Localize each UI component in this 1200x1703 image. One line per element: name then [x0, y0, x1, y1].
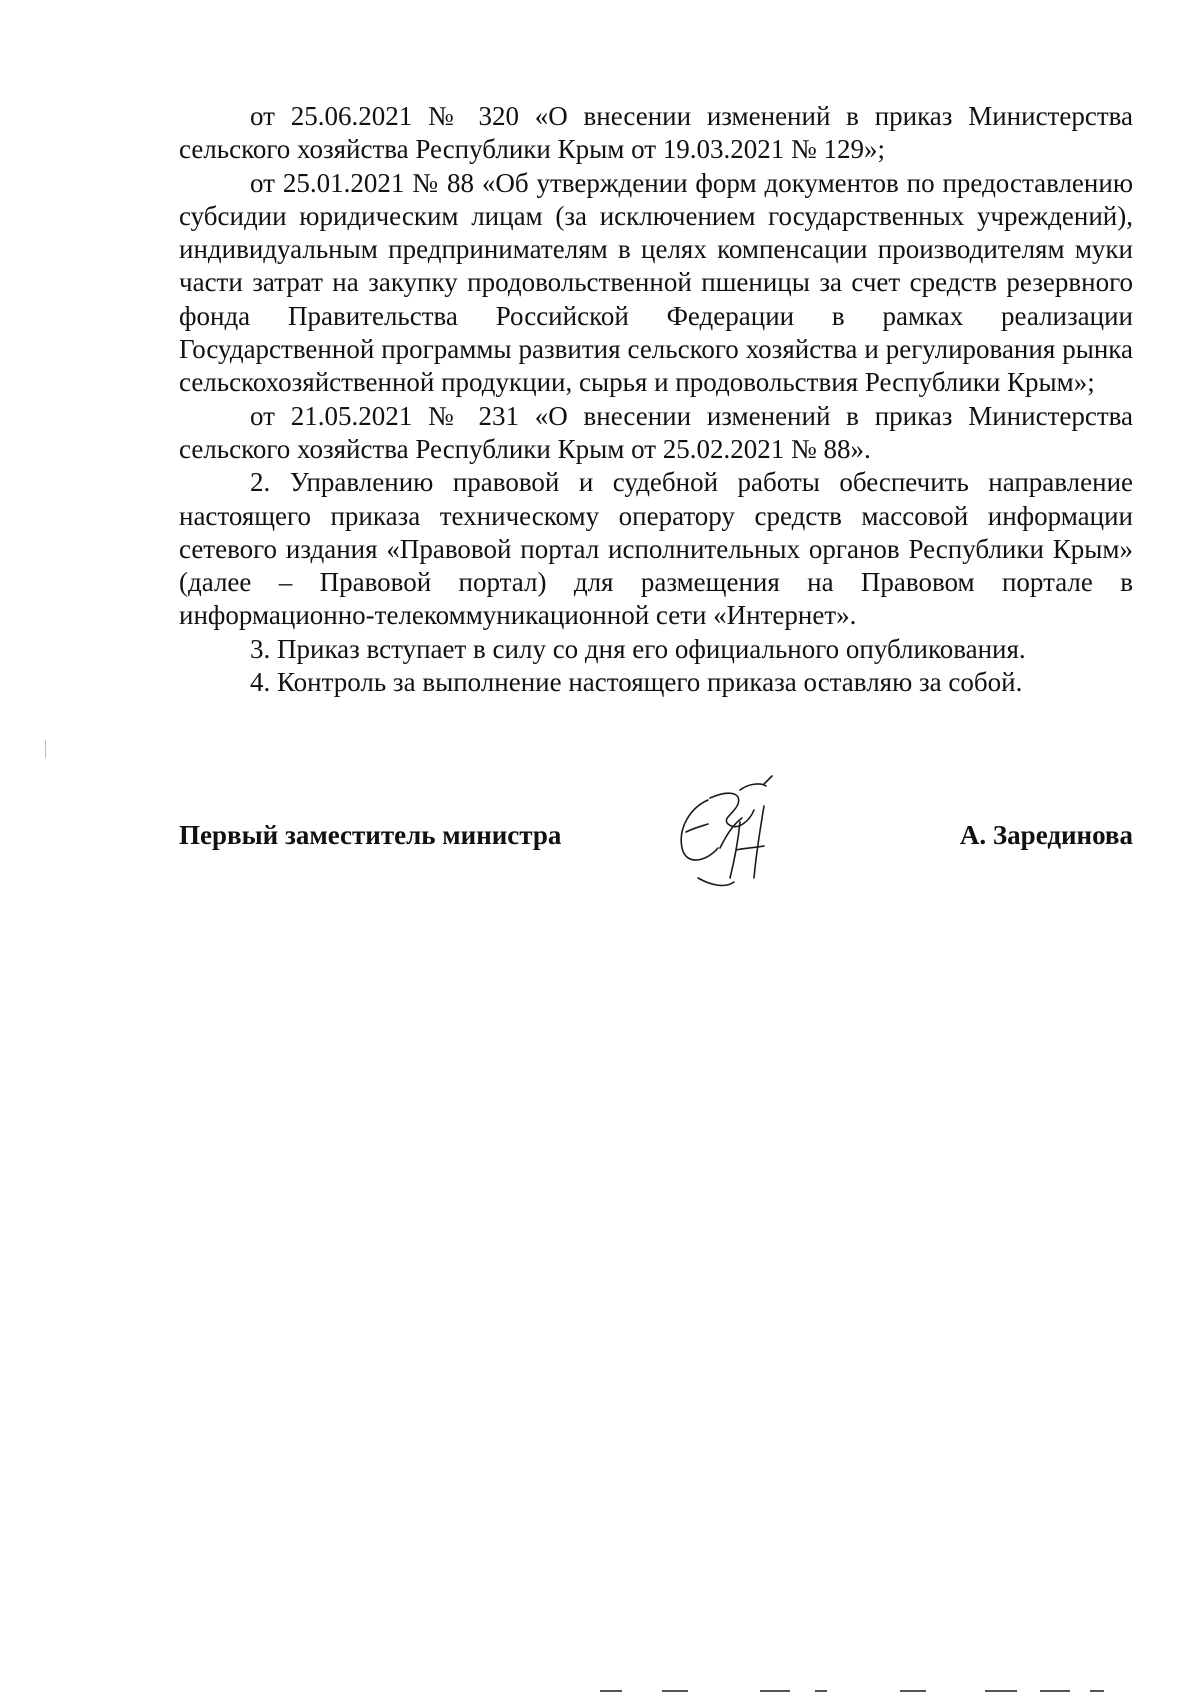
scan-edge-mark: [662, 1690, 688, 1692]
scan-edge-mark: [815, 1690, 827, 1692]
paragraph-order-320: от 25.06.2021 № 320 «О внесении изменений в приказ Министерства сельского хозяйства Республики Крым от 19.03.2021 № 129»;: [179, 101, 1133, 165]
paragraph-item-2: 2. Управлению правовой и судебной работы обеспечить направление настоящего приказа техническому оператору средств массовой информации сетевого издания «Правовой портал исполнительных органов Республики Крым» (далее – Правовой портал) для размещения на Правовом портале в информационно-телекоммуникационной сети «Интернет».: [179, 467, 1133, 631]
paragraph-order-88: от 25.01.2021 № 88 «Об утверждении форм документов по предоставлению субсидии юридическим лицам (за исключением государственных учреждений), индивидуальным предпринимателям в целях компенсации производителям муки части затрат на закупку продовольственной пшеницы за счет средств резервного фонда Правительства Российской Федерации в рамках реализации Государственной программы развития сельского хозяйства и регулирования рынка сельскохозяйственной продукции, сырья и продовольствия Республики Крым»;: [179, 167, 1133, 398]
scan-margin-mark: [45, 740, 46, 758]
scan-edge-mark: [760, 1690, 790, 1692]
scan-edge-mark: [1090, 1690, 1104, 1692]
paragraph-item-4: 4. Контроль за выполнение настоящего приказа оставляю за собой.: [250, 667, 1023, 698]
signatory-name: А. Зарединова: [959, 820, 1133, 850]
scan-edge-mark: [1040, 1690, 1070, 1692]
signatory-title: Первый заместитель министра: [179, 820, 562, 850]
handwritten-signature: [668, 770, 798, 910]
paragraph-item-3: 3. Приказ вступает в силу со дня его официального опубликования.: [250, 633, 1026, 664]
scan-edge-mark: [600, 1690, 622, 1692]
document-body: [179, 100, 1133, 699]
scan-edge-mark: [900, 1690, 926, 1692]
scan-edge-mark: [985, 1690, 1017, 1692]
paragraph-order-231: от 21.05.2021 № 231 «О внесении изменений в приказ Министерства сельского хозяйства Республики Крым от 25.02.2021 № 88».: [179, 400, 1133, 464]
signature-block: [179, 820, 1133, 860]
